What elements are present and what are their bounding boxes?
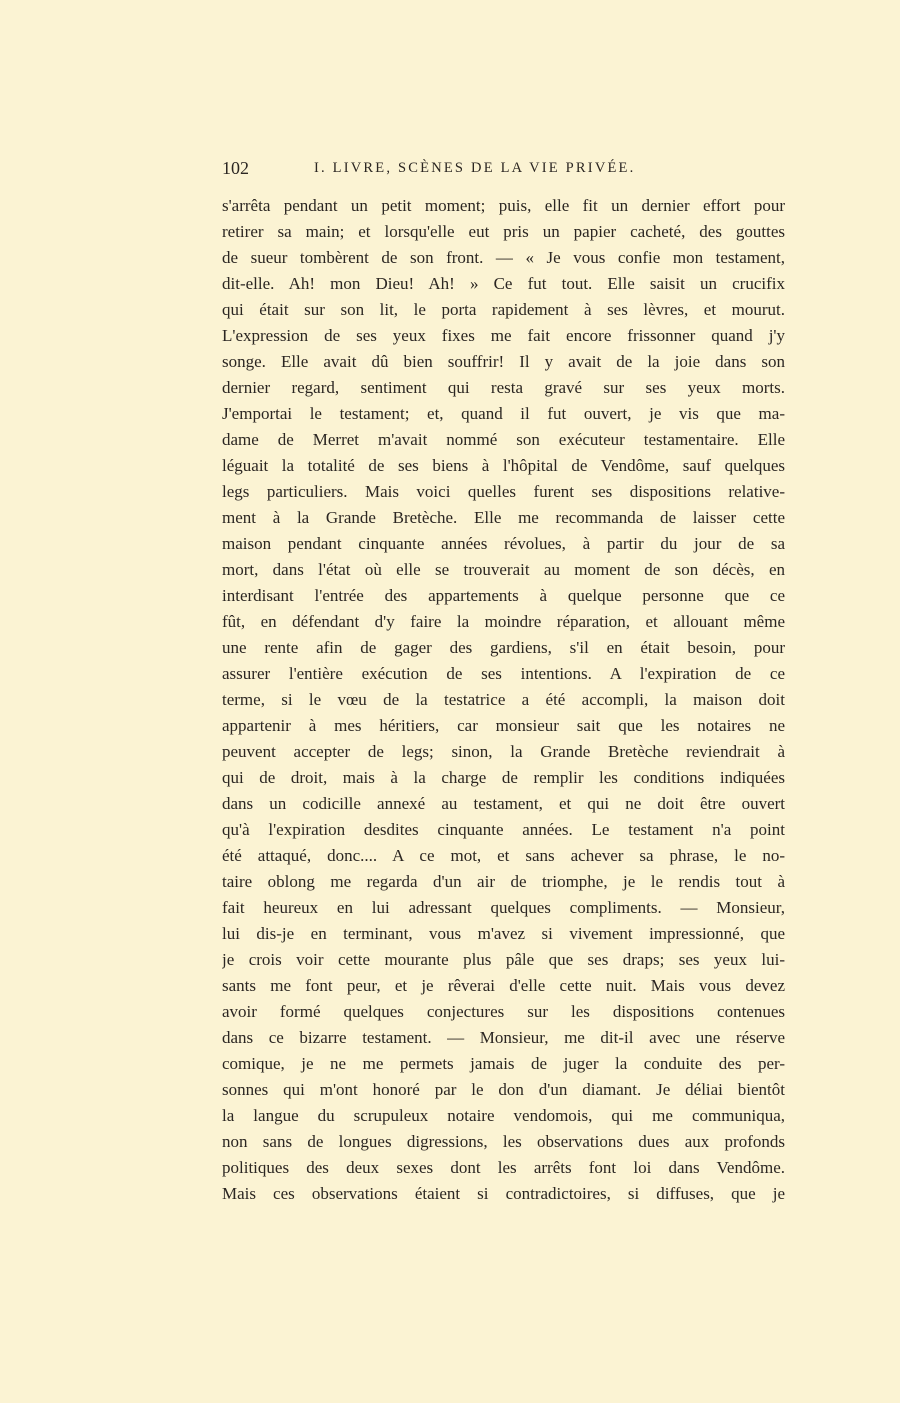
text-line: non sans de longues digressions, les observations dues aux profonds <box>222 1132 785 1151</box>
text-line: dans un codicille annexé au testament, et qui ne doit être ouvert <box>222 794 785 813</box>
text-line: legs particuliers. Mais voici quelles furent ses dispositions relative- <box>222 482 785 501</box>
text-line: interdisant l'entrée des appartements à quelque personne que ce <box>222 586 785 605</box>
text-line: mort, dans l'état où elle se trouverait au moment de son décès, en <box>222 560 785 579</box>
text-line: fait heureux en lui adressant quelques compliments. — Monsieur, <box>222 898 785 917</box>
text-line: songe. Elle avait dû bien souffrir! Il y avait de la joie dans son <box>222 352 785 371</box>
text-line: politiques des deux sexes dont les arrêts font loi dans Vendôme. <box>222 1158 785 1177</box>
text-line: assurer l'entière exécution de ses intentions. A l'expiration de ce <box>222 664 785 683</box>
text-line: léguait la totalité de ses biens à l'hôpital de Vendôme, sauf quelques <box>222 456 785 475</box>
text-line: retirer sa main; et lorsqu'elle eut pris un papier cacheté, des gouttes <box>222 222 785 241</box>
text-line: qui de droit, mais à la charge de remplir les conditions indiquées <box>222 768 785 787</box>
text-line: J'emportai le testament; et, quand il fut ouvert, je vis que ma- <box>222 404 785 423</box>
text-line: s'arrêta pendant un petit moment; puis, elle fit un dernier effort pour <box>222 196 785 215</box>
running-title: I. LIVRE, SCÈNES DE LA VIE PRIVÉE. <box>314 160 636 176</box>
text-line: avoir formé quelques conjectures sur les dispositions contenues <box>222 1002 785 1021</box>
text-line: maison pendant cinquante années révolues, à partir du jour de sa <box>222 534 785 553</box>
text-line: terme, si le vœu de la testatrice a été accompli, la maison doit <box>222 690 785 709</box>
page-number: 102 <box>222 158 249 178</box>
running-header <box>222 158 785 182</box>
text-line: la langue du scrupuleux notaire vendomois, qui me communiqua, <box>222 1106 785 1125</box>
text-line: dernier regard, sentiment qui resta gravé sur ses yeux morts. <box>222 378 785 397</box>
text-line: qui était sur son lit, le porta rapidement à ses lèvres, et mourut. <box>222 300 785 319</box>
text-line: qu'à l'expiration desdites cinquante années. Le testament n'a point <box>222 820 785 839</box>
text-line: sonnes qui m'ont honoré par le don d'un diamant. Je déliai bientôt <box>222 1080 785 1099</box>
text-line: L'expression de ses yeux fixes me fait encore frissonner quand j'y <box>222 326 785 345</box>
text-line: Mais ces observations étaient si contradictoires, si diffuses, que je <box>222 1184 785 1203</box>
text-line: dans ce bizarre testament. — Monsieur, me dit-il avec une réserve <box>222 1028 785 1047</box>
text-line: taire oblong me regarda d'un air de triomphe, je le rendis tout à <box>222 872 785 891</box>
text-line: fût, en défendant d'y faire la moindre réparation, et allouant même <box>222 612 785 631</box>
text-line: dame de Merret m'avait nommé son exécuteur testamentaire. Elle <box>222 430 785 449</box>
body-text <box>222 193 785 1207</box>
text-line: appartenir à mes héritiers, car monsieur sait que les notaires ne <box>222 716 785 735</box>
text-line: ment à la Grande Bretèche. Elle me recommanda de laisser cette <box>222 508 785 527</box>
text-line: comique, je ne me permets jamais de juger la conduite des per- <box>222 1054 785 1073</box>
text-line: une rente afin de gager des gardiens, s'il en était besoin, pour <box>222 638 785 657</box>
text-line: je crois voir cette mourante plus pâle que ses draps; ses yeux lui- <box>222 950 785 969</box>
text-line: peuvent accepter de legs; sinon, la Grande Bretèche reviendrait à <box>222 742 785 761</box>
text-line: sants me font peur, et je rêverai d'elle cette nuit. Mais vous devez <box>222 976 785 995</box>
text-line: été attaqué, donc.... A ce mot, et sans achever sa phrase, le no- <box>222 846 785 865</box>
text-line: dit-elle. Ah! mon Dieu! Ah! » Ce fut tout. Elle saisit un crucifix <box>222 274 785 293</box>
text-line: de sueur tombèrent de son front. — « Je vous confie mon testament, <box>222 248 785 267</box>
text-line: lui dis-je en terminant, vous m'avez si vivement impressionné, que <box>222 924 785 943</box>
